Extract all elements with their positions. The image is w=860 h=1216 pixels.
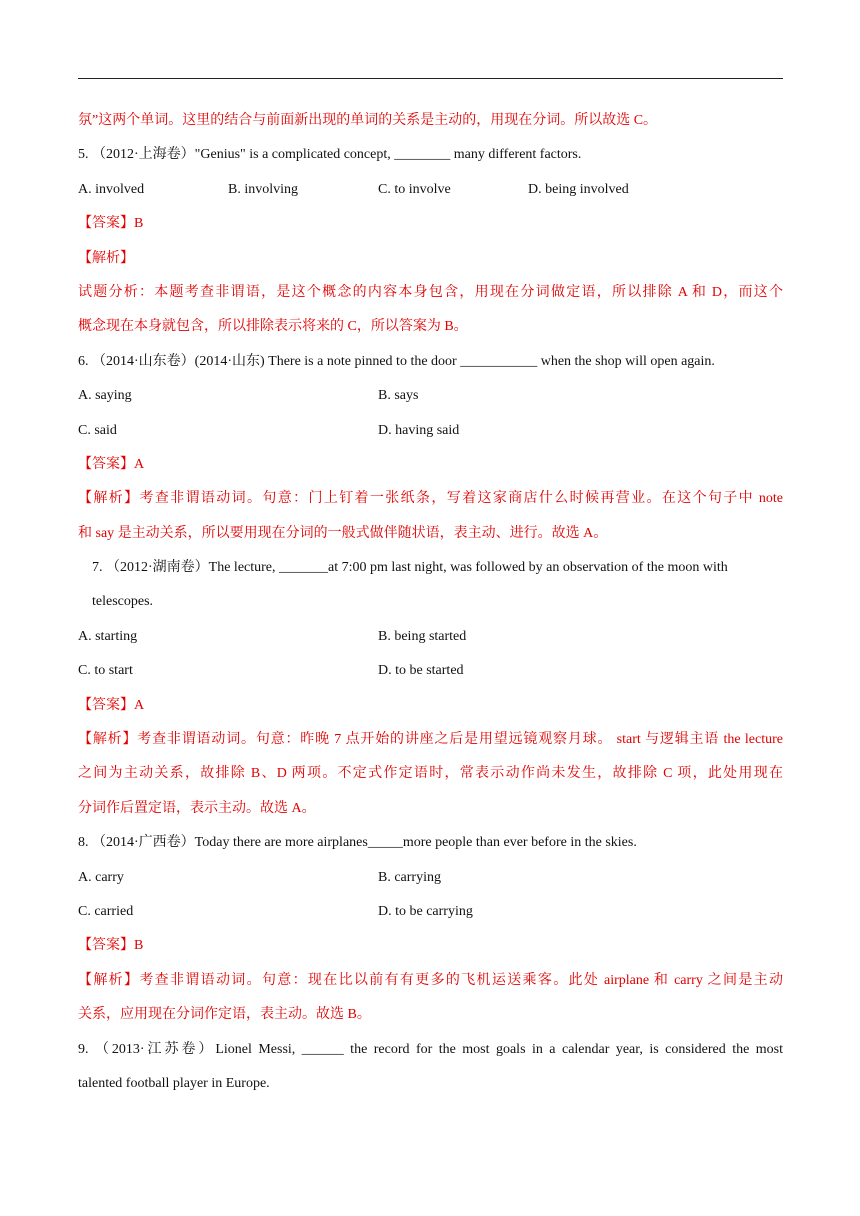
explanation-line: 氛”这两个单词。这里的结合与前面新出现的单词的关系是主动的，用现在分词。所以故选 C。: [78, 113, 658, 128]
question-9: 9. （2013·江苏卷）Lionel Messi, ______ the record for the most goals in a calendar year, is considered the most: [78, 1041, 783, 1057]
answer-label: 【答案】A: [78, 697, 145, 713]
document-body: [78, 104, 783, 1101]
answer-label: 【答案】B: [78, 216, 144, 232]
option-b: B. being started: [378, 628, 467, 644]
option-d: D. to be carrying: [378, 903, 473, 919]
question-6-options: [78, 379, 783, 413]
explanation-line: 【解析】考查非谓语动词。句意：昨晚 7 点开始的讲座之后是用望远镜观察月球。 start 与逻辑主语 the lecture: [78, 732, 783, 748]
question-6-options: [78, 414, 783, 448]
explanation-line: 试题分析：本题考查非谓语，是这个概念的内容本身包含，用现在分词做定语，所以排除 A 和 D，而这个: [78, 284, 783, 300]
option-a: A. starting: [78, 628, 138, 644]
explanation-line: 【解析】考查非谓语动词。句意：现在比以前有有更多的飞机运送乘客。此处 airplane 和 carry 之间是主动: [78, 972, 783, 988]
option-c: C. said: [78, 422, 117, 438]
header-rule: [78, 78, 783, 79]
option-b: B. carrying: [378, 869, 441, 885]
answer-label: 【答案】A: [78, 456, 145, 472]
question-8: 8. （2014·广西卷）Today there are more airplanes_____more people than ever before in the skies.: [78, 835, 637, 851]
option-d: D. having said: [378, 422, 460, 438]
option-a: A. saying: [78, 388, 132, 404]
explanation-line: 之间为主动关系，故排除 B、D 两项。不定式作定语时，常表示动作尚未发生，故排除 C 项，此处用现在: [78, 766, 783, 782]
option-a: A. carry: [78, 869, 124, 885]
explanation-line: 【解析】考查非谓语动词。句意：门上钉着一张纸条，写着这家商店什么时候再营业。在这个句子中 note: [78, 491, 783, 507]
answer-label: 【答案】B: [78, 938, 144, 954]
option-d: D. being involved: [528, 181, 629, 197]
option-c: C. to start: [78, 663, 133, 679]
explanation-line: 分词作后置定语，表示主动。故选 A。: [78, 800, 316, 816]
option-c: C. to involve: [378, 181, 451, 197]
option-c: C. carried: [78, 903, 134, 919]
question-5: 5. （2012·上海卷）"Genius" is a complicated concept, ________ many different factors.: [78, 147, 582, 163]
question-5-options: [78, 173, 783, 207]
option-b: B. says: [378, 388, 419, 404]
question-6: 6. （2014·山东卷）(2014·山东) There is a note pinned to the door ___________ when the shop will open again.: [78, 353, 715, 369]
question-9-continued: talented football player in Europe.: [78, 1075, 270, 1091]
explanation-line: 关系，应用现在分词作定语，表主动。故选 B。: [78, 1007, 371, 1023]
option-b: B. involving: [228, 181, 299, 197]
option-d: D. to be started: [378, 663, 464, 679]
explanation-line: 概念现在本身就包含，所以排除表示将来的 C，所以答案为 B。: [78, 319, 468, 335]
question-7: 7. （2012·湖南卷）The lecture, _______at 7:00 pm last night, was followed by an observation of the moon with: [92, 560, 728, 576]
option-a: A. involved: [78, 181, 145, 197]
question-7-continued: telescopes.: [92, 594, 154, 610]
explanation-line: 和 say 是主动关系，所以要用现在分词的一般式做伴随状语，表主动、进行。故选 A。: [78, 525, 608, 541]
question-7-options: [78, 654, 783, 688]
question-8-options: [78, 895, 783, 929]
analysis-label: 【解析】: [78, 250, 134, 266]
question-8-options: [78, 861, 783, 895]
question-7-options: [78, 620, 783, 654]
